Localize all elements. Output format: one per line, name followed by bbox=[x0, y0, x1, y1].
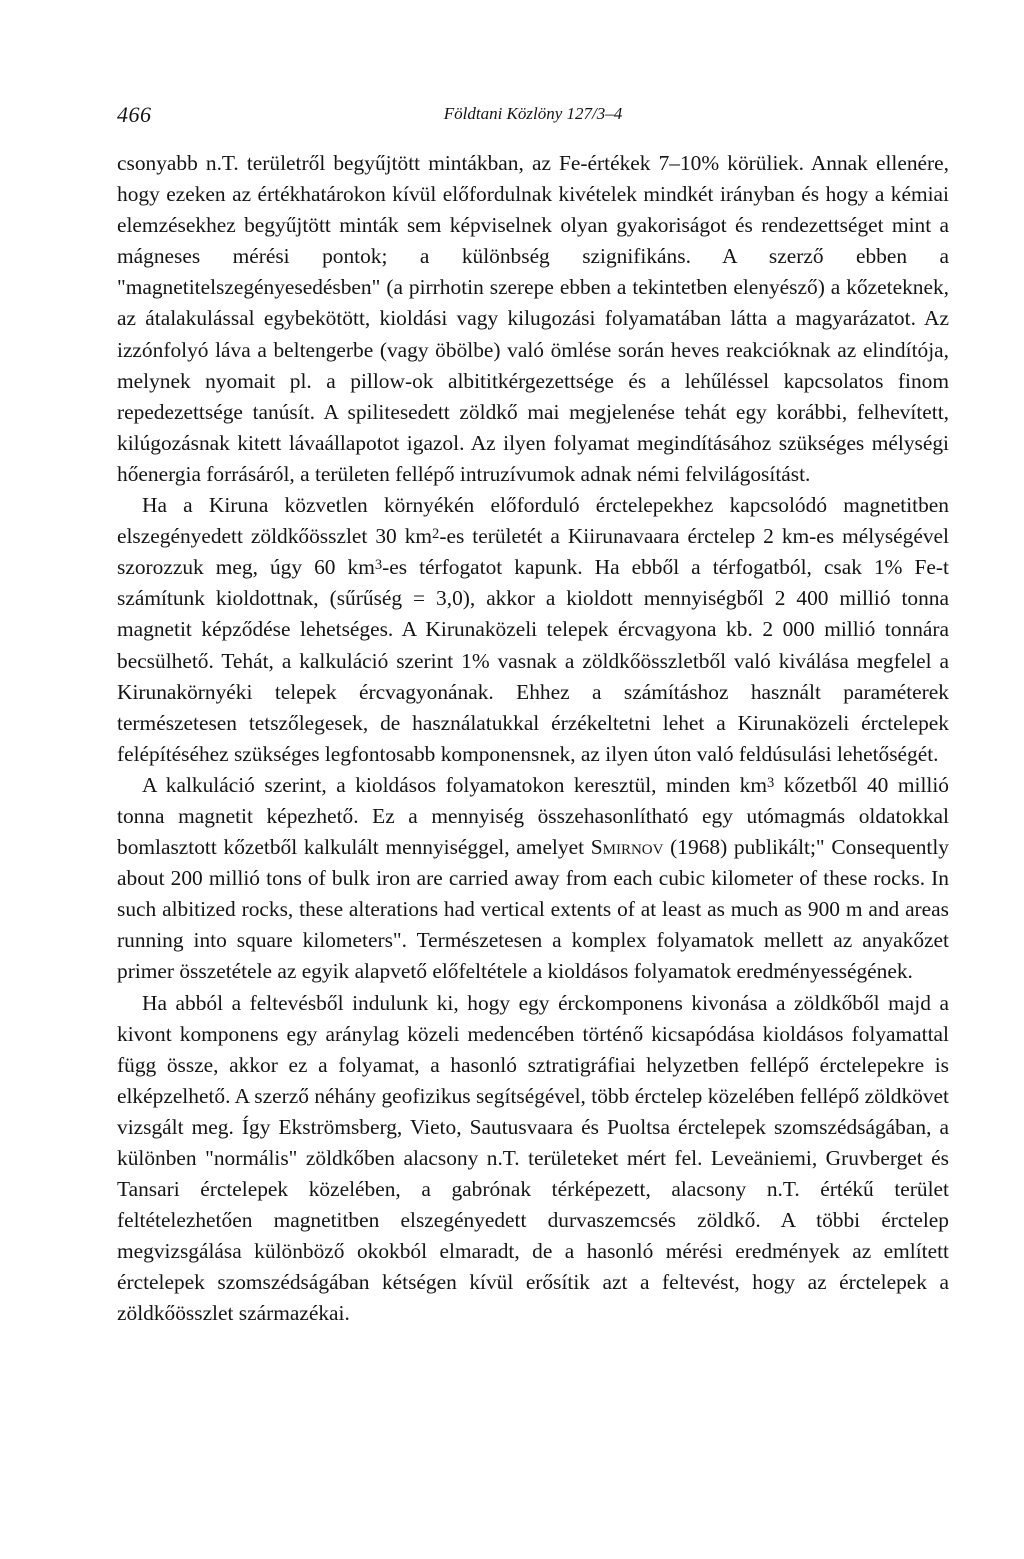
text-segment: kőzetből 40 millió tonna magnetit képezhető. Ez a mennyiség összehasonlítható egy utómagmás oldatokkal bomlasztott kőzetből kalkulált mennyiséggel, amelyet bbox=[117, 772, 949, 860]
page-number: 466 bbox=[117, 102, 152, 127]
text-segment: Ha a Kiruna közvetlen környékén előforduló érctelepekhez kapcsolódó magnetitben elszegényedett zöldkőösszlet 30 km bbox=[117, 493, 949, 549]
paragraph bbox=[117, 490, 949, 770]
text-segment: A kalkuláció szerint, a kioldásos folyamatokon keresztül, minden km bbox=[142, 772, 768, 797]
body-text bbox=[117, 148, 949, 1330]
text-segment: -es területét a Kiirunavaara érctelep 2 km-es mélységével szorozzuk meg, úgy 60 km bbox=[117, 524, 949, 580]
text-segment: -es térfogatot kapunk. Ha ebből a térfogatból, csak 1% Fe-t számítunk kioldottnak, (sűrűség = 3,0), akkor a kioldott mennyiségből 2 400 millió tonna magnetit képződése lehetséges. A Kirunaközeli telepek ércvagyona kb. 2 000 millió tonnára becsülhető. Tehát, a kalkuláció szerint 1% vasnak a zöldkőösszletből való kiválása megfelel a Kirunakörnyéki telepek ércvagyonának. Ehhez a számításhoz használt paraméterek természetesen tetszőlegesek, de használatukkal érzékeltetni lehet a Kirunaközeli érctelepek felépítéséhez szükséges legfontosabb komponensnek, az ilyen úton való feldúsulási lehetőségét. bbox=[117, 555, 949, 766]
paragraph bbox=[117, 770, 949, 988]
author-name: Smirnov bbox=[590, 835, 664, 860]
paragraph: csonyabb n.T. területről begyűjtött mintákban, az Fe-értékek 7–10% körüliek. Annak ellenére, hogy ezeken az értékhatárokon kívül előfordulnak kivételek mindkét irányban és hogy a kémiai elemzésekhez begyűjtött minták sem képviselnek olyan gyakoriságot és rendezettséget mint a mágneses mérési pontok; a különbség szignifikáns. A szerző ebben a "magnetitelszegényesedésben" (a pirrhotin szerepe ebben a tekintetben elenyésző) a kőzeteknek, az átalakulással egybekötött, kioldási vagy kilugozási folyamatában látta a magyarázatot. Az izzónfolyó láva a beltengerbe (vagy öbölbe) való ömlése során heves reakcióknak az elindítója, melynek nyomait pl. a pillow-ok albititkérgezettsége és a lehűléssel kapcsolatos finom repedezettsége tanúsít. A spilitesedett zöldkő mai megjelenése tehát egy korábbi, felhevített, kilúgozásnak kitett lávaállapotot igazol. Az ilyen folyamat megindításához szükséges mélységi hőenergia forrásáról, a területen fellépő intruzívumok adnak némi felvilágosítást. bbox=[117, 151, 949, 486]
superscript: 3 bbox=[374, 557, 383, 574]
page-header bbox=[117, 102, 949, 138]
paragraph: Ha abból a feltevésből indulunk ki, hogy egy érckomponens kivonása a zöldkőből majd a kivont komponens egy aránylag közeli medencében történő kicsapódása kioldásos folyamattal függ össze, akkor ez a folyamat, a hasonló sztratigráfiai helyzetben fellépő érctelepekre is elképzelhető. A szerző néhány geofizikus segítségével, több érctelep közelében fellépő zöldkövet vizsgált meg. Így Ekströmsberg, Vieto, Sautusvaara és Puoltsa érctelepek szomszédságában, a különben "normális" zöldkőben alacsony n.T. területeket mért fel. Leveäniemi, Gruvberget és Tansari érctelepek közelében, a gabrónak térképezett, alacsony n.T. értékű terület feltételezhetően magnetitben elszegényedett durvaszemcsés zöldkő. A többi érctelep megvizsgálása különböző okokból elmaradt, de a hasonló mérési eredmények az említett érctelepek szomszédságában kétségen kívül erősítik azt a feltevést, hogy az érctelepek a zöldkőösszlet származékai. bbox=[117, 990, 949, 1326]
superscript: 3 bbox=[767, 774, 775, 791]
text-segment: (1968) publikált;" Consequently about 200 millió tons of bulk iron are carried away from each cubic kilometer of these rocks. In such albitized rocks, these alterations had vertical extents of at least as much as 900 m and areas running into square kilometers". Természetesen a komplex folyamatok mellett az anyakőzet primer összetétele az egyik alapvető előfeltétele a kioldásos folyamatok eredményességének. bbox=[117, 835, 949, 984]
journal-title: Földtani Közlöny 127/3–4 bbox=[443, 104, 623, 123]
superscript: 2 bbox=[432, 526, 440, 543]
